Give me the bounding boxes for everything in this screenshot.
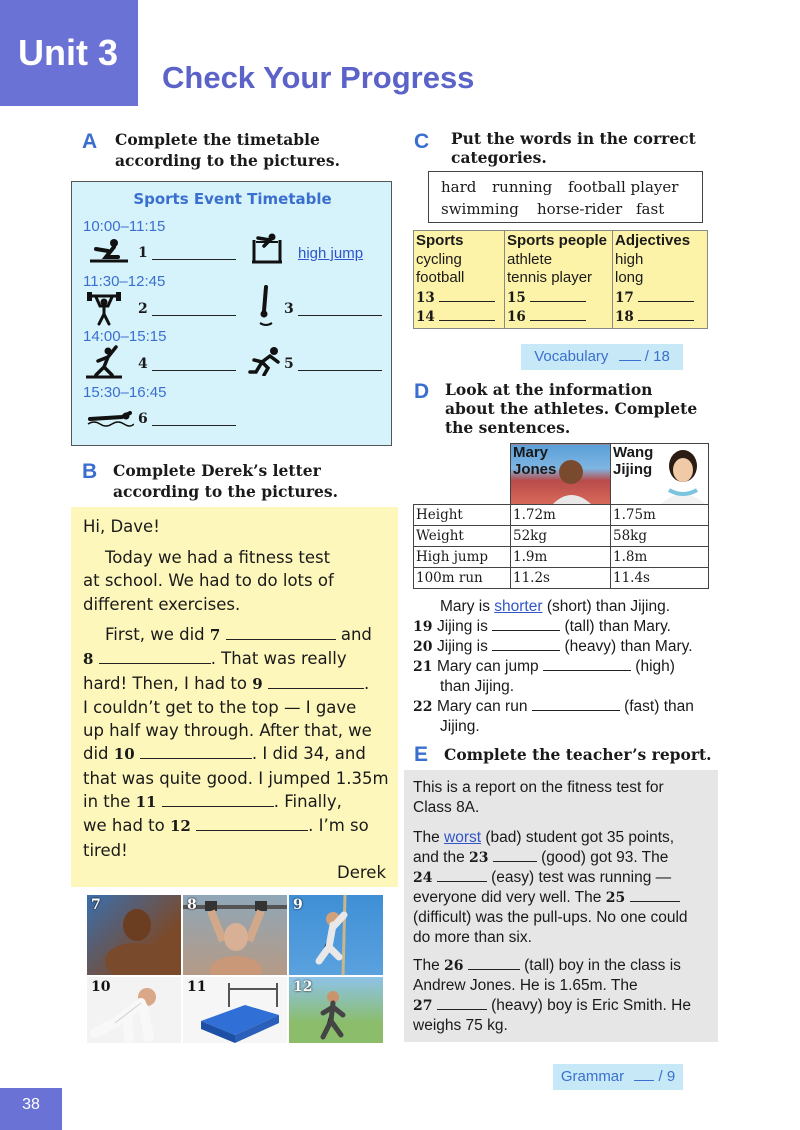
high-jump-icon (250, 232, 284, 264)
photo-11-high-jump-mat (182, 976, 288, 1044)
answer-19-blank[interactable] (492, 617, 560, 631)
item-1-number: 1 (138, 245, 148, 261)
section-b-letter: B (82, 460, 98, 483)
unit-label: Unit 3 (18, 32, 119, 73)
photo-11-label: 11 (187, 979, 207, 995)
photo-7-sit-ups (86, 894, 182, 976)
report-paragraph-3: The 26 (tall) boy in the class is Andrew Jones. He is 1.65m. The 27 (heavy) boy is Eric Smith. He weighs 75 kg. (413, 957, 691, 1034)
athletes-table (413, 443, 709, 589)
answer-12-blank[interactable] (196, 817, 308, 831)
section-b-instruction: Complete Derek’s letter according to the pictures. (113, 461, 338, 501)
category-adjectives: Adjectives high long 17 18 (613, 231, 708, 329)
photo-9-rope-climb (288, 894, 384, 976)
section-d-instruction: Look at the information about the athletes. Complete the sentences. (445, 380, 698, 437)
answer-1-blank[interactable] (152, 246, 236, 260)
letter-signature: Derek (337, 863, 386, 882)
photo-12-running (288, 976, 384, 1044)
grammar-score: Grammar / 9 (553, 1064, 683, 1090)
answer-25-blank[interactable] (630, 888, 680, 902)
answer-3-blank[interactable] (298, 302, 382, 316)
comparative-sentences: Mary is shorter (short) than Jijing. 19 Jijing is (tall) than Mary. 20 Jijing is (heavy) than Mary. 21 Mary can jump (high) than Jijing. 22 Mary can run (fast) than Jijing. (413, 598, 694, 735)
page-number: 38 (22, 1096, 40, 1113)
word-swimming: swimming (441, 200, 519, 218)
section-e-instruction: Complete the teacher’s report. (444, 745, 712, 764)
answer-21-blank[interactable] (543, 657, 631, 671)
photo-10-push-ups (86, 976, 182, 1044)
photo-12-label: 12 (293, 979, 313, 995)
letter-greeting: Hi, Dave! (83, 517, 160, 536)
photo-9-label: 9 (293, 897, 303, 913)
category-sports: Sports cycling football 13 14 (414, 231, 505, 329)
time-slot-2: 11:30–12:45 (83, 273, 166, 290)
example-answer-shorter: shorter (494, 598, 543, 615)
answer-13-blank[interactable] (439, 288, 495, 302)
section-a-instruction: Complete the timetable according to the pictures. (115, 130, 340, 170)
word-football-player: football player (568, 178, 679, 196)
athlete-wang-jijing: Wang Jijing (611, 444, 709, 505)
photo-10-label: 10 (91, 979, 111, 995)
answer-22-blank[interactable] (532, 697, 620, 711)
table-row: Height 1.72m 1.75m (414, 505, 709, 526)
answer-15-blank[interactable] (530, 288, 586, 302)
section-e-letter: E (414, 743, 429, 766)
word-running: running (492, 178, 553, 196)
swimming-icon (86, 409, 134, 427)
answer-17-blank[interactable] (638, 288, 694, 302)
answer-26-blank[interactable] (468, 956, 520, 970)
time-slot-1: 10:00–11:15 (83, 218, 166, 235)
word-hard: hard (441, 178, 477, 196)
timetable-title: Sports Event Timetable (133, 190, 332, 208)
timetable-box (71, 181, 392, 446)
answer-20-blank[interactable] (492, 637, 560, 651)
answer-10-blank[interactable] (140, 745, 252, 759)
running-icon (248, 346, 284, 376)
letter-paragraph-1: Today we had a fitness test at school. We had to do lots of different exercises. (83, 548, 334, 614)
answer-27-blank[interactable] (437, 996, 487, 1010)
table-row: Weight 52kg 58kg (414, 526, 709, 547)
grammar-score-blank[interactable] (634, 1068, 654, 1081)
category-sports-people: Sports people athlete tennis player 15 16 (505, 231, 613, 329)
photo-7-label: 7 (91, 897, 101, 913)
answer-16-blank[interactable] (530, 307, 586, 321)
time-slot-4: 15:30–16:45 (83, 384, 167, 401)
vocabulary-score-blank[interactable] (619, 348, 641, 361)
answer-18-blank[interactable] (638, 307, 694, 321)
athlete-mary-jones: Mary Jones (511, 444, 611, 505)
answer-4-blank[interactable] (152, 357, 236, 371)
section-c-letter: C (414, 130, 430, 153)
answer-23-blank[interactable] (493, 848, 537, 862)
item-4-number: 4 (138, 356, 148, 372)
answer-2-blank[interactable] (152, 302, 236, 316)
example-answer-worst: worst (444, 829, 482, 846)
letter-box (71, 507, 398, 887)
answer-8-blank[interactable] (99, 650, 211, 664)
answer-11-blank[interactable] (162, 793, 274, 807)
section-d-letter: D (414, 380, 430, 403)
vocabulary-score: Vocabulary / 18 (521, 344, 683, 370)
letter-paragraph-2: First, we did 7 and 8 . That was really hard! Then, I had to 9 . I couldn’t get to the top — I gave up half way through. After that, we did 10 . I did 34, and that was quite good. I jumped 1.35m in the 11 . Finally, we had to 12 . I’m so tired! (83, 625, 389, 860)
diving-icon (254, 285, 278, 329)
discus-icon (84, 345, 124, 379)
word-bank (428, 171, 703, 223)
answer-14-blank[interactable] (439, 307, 495, 321)
photo-8-label: 8 (187, 897, 197, 913)
item-3-number: 3 (284, 301, 294, 317)
answer-7-blank[interactable] (226, 626, 336, 640)
section-a-letter: A (82, 130, 98, 153)
word-horse-rider: horse-rider (537, 200, 623, 218)
time-slot-3: 14:00–15:15 (83, 328, 167, 345)
rowing-icon (84, 237, 134, 265)
word-fast: fast (636, 200, 665, 218)
table-row: 100m run 11.2s 11.4s (414, 568, 709, 589)
teacher-report-box (404, 770, 718, 1042)
answer-24-blank[interactable] (437, 868, 487, 882)
photo-8-pull-ups (182, 894, 288, 976)
answer-9-blank[interactable] (268, 675, 364, 689)
answer-5-blank[interactable] (298, 357, 382, 371)
categories-table (413, 230, 708, 329)
section-c-instruction: Put the words in the correct categories. (451, 129, 696, 167)
example-answer-high-jump: high jump (298, 245, 364, 262)
page-title: Check Your Progress (162, 60, 475, 95)
answer-6-blank[interactable] (152, 412, 236, 426)
report-paragraph-2: The worst (bad) student got 35 points, and the 23 (good) got 93. The 24 (easy) test was running — everyone did very well. The 25 (difficult) was the pull-ups. No one could do more than six. (413, 829, 688, 946)
weightlifting-icon (86, 292, 122, 326)
report-paragraph-1: This is a report on the fitness test for Class 8A. (413, 779, 664, 816)
item-5-number: 5 (284, 356, 294, 372)
table-row: High jump 1.9m 1.8m (414, 547, 709, 568)
item-2-number: 2 (138, 301, 148, 317)
item-6-number: 6 (138, 411, 148, 427)
